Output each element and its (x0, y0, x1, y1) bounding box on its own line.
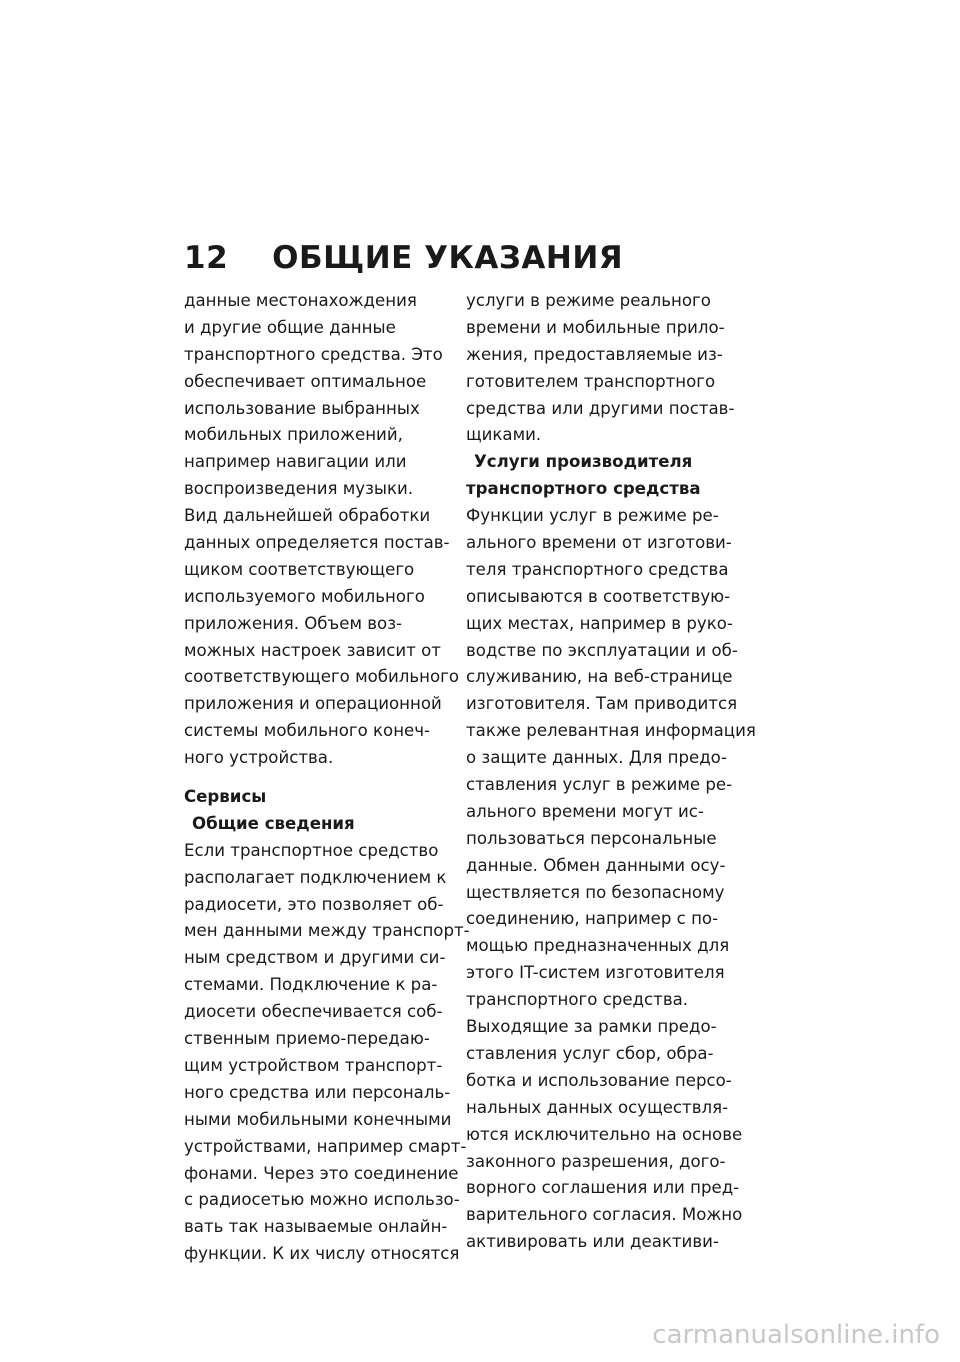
right-paragraph-1 (466, 288, 738, 449)
text-line: законного разрешения, дого‐ (466, 1151, 726, 1171)
text-line: стемами. Подключение к ра‐ (184, 975, 438, 995)
text-line: теля транспортного средства (466, 559, 729, 579)
text-line: описываются в соответствую‐ (466, 586, 731, 606)
text-line: мобильных приложений, (184, 425, 403, 445)
text-line: щиками. (466, 425, 542, 445)
text-line: системы мобильного конеч‐ (184, 721, 431, 741)
text-line: ного средства или персональ‐ (184, 1082, 451, 1102)
text-line: щиком соответствующего (184, 559, 415, 579)
text-line: ществляется по безопасному (466, 882, 725, 902)
text-line: также релевантная информация (466, 721, 756, 741)
text-line: услуги в режиме реального (466, 291, 711, 310)
spacer (184, 772, 456, 784)
text-line: мощью предназначенных для (466, 936, 730, 956)
text-line: транспортного средства. Это (184, 344, 443, 364)
text-line: Выходящие за рамки предо‐ (466, 1017, 717, 1037)
text-line: щим устройством транспорт‐ (184, 1055, 443, 1075)
text-line: ного устройства. (184, 748, 334, 768)
text-line: ботка и использование персо‐ (466, 1070, 732, 1090)
text-line: вать так называемые онлайн- (184, 1217, 448, 1237)
text-line: ставления услуг сбор, обра‐ (466, 1043, 714, 1063)
text-line: располагает подключением к (184, 867, 447, 887)
text-line: диосети обеспечивается соб‐ (184, 1002, 443, 1022)
page-title: ОБЩИЕ УКАЗАНИЯ (272, 240, 624, 276)
text-line: активировать или деактиви‐ (466, 1232, 719, 1252)
text-line: данные. Обмен данными осу‐ (466, 855, 726, 875)
text-line: средства или другими постав‐ (466, 398, 735, 418)
text-line: можных настроек зависит от (184, 640, 441, 660)
text-line: о защите данных. Для предо‐ (466, 748, 727, 768)
text-line: Функции услуг в режиме ре‐ (466, 506, 719, 526)
text-line: функции. К их числу относятся (184, 1244, 460, 1264)
text-line: транспортного средства (466, 479, 701, 499)
left-column (184, 288, 470, 1268)
text-line: например навигации или (184, 452, 407, 472)
text-line: ственным приемо-передаю‐ (184, 1029, 430, 1049)
text-line: времени и мобильные прило‐ (466, 317, 725, 337)
text-line: ставления услуг в режиме ре‐ (466, 775, 733, 795)
text-line: используемого мобильного (184, 586, 425, 606)
section-heading-services: Сервисы (184, 787, 267, 807)
text-line: и другие общие данные (184, 317, 396, 337)
text-line: готовителем транспортного (466, 371, 716, 391)
watermark: carmanualsonline.info (652, 1320, 940, 1350)
text-line: пользоваться персональные (466, 828, 717, 848)
text-line: транспортного средства. (466, 990, 689, 1010)
text-line: фонами. Через это соединение (184, 1163, 459, 1183)
right-paragraph-2 (466, 503, 756, 1256)
subheading-manufacturer-services (466, 449, 738, 503)
text-line: соответствующего мобильного (184, 667, 460, 687)
text-line: соединению, например с по‐ (466, 909, 719, 929)
subheading-general-info: Общие сведения (192, 813, 355, 833)
text-line: нальных данных осуществля‐ (466, 1097, 729, 1117)
text-line: ются исключительно на основе (466, 1124, 743, 1144)
text-line: приложения и операционной (184, 694, 442, 714)
text-line: использование выбранных (184, 398, 420, 418)
text-line: с радиосетью можно использо‐ (184, 1190, 460, 1210)
text-line: варительного согласия. Можно (466, 1205, 743, 1225)
left-paragraph-1 (184, 288, 460, 772)
text-line: Вид дальнейшей обработки (184, 506, 431, 526)
text-line: этого IT-систем изготовителя (466, 963, 725, 983)
text-line: данные местонахождения (184, 291, 417, 310)
text-line: жения, предоставляемые из‐ (466, 344, 723, 364)
text-line: ального времени могут ис‐ (466, 801, 704, 821)
text-line: служиванию, на веб-странице (466, 667, 733, 687)
text-line: приложения. Объем воз‐ (184, 613, 403, 633)
text-line: устройствами, например смарт‐ (184, 1136, 467, 1156)
right-column (466, 288, 756, 1256)
page-header (184, 240, 623, 276)
page-number: 12 (184, 240, 229, 276)
text-line: ворного соглашения или пред‐ (466, 1178, 740, 1198)
left-paragraph-2 (184, 838, 470, 1268)
text-line: воспроизведения музыки. (184, 479, 414, 499)
text-line: обеспечивает оптимальное (184, 371, 427, 391)
text-line: ального времени от изготови‐ (466, 533, 732, 553)
text-line: изготовителя. Там приводится (466, 694, 738, 714)
text-line: водстве по эксплуатации и об‐ (466, 640, 738, 660)
text-line: Услуги производителя (474, 452, 693, 472)
text-line: ными мобильными конечными (184, 1109, 452, 1129)
text-line: ным средством и другими си‐ (184, 948, 446, 968)
text-line: радиосети, это позволяет об‐ (184, 894, 444, 914)
text-line: Если транспортное средство (184, 840, 439, 860)
text-line: данных определяется постав‐ (184, 533, 450, 553)
text-line: щих местах, например в руко‐ (466, 613, 733, 633)
text-line: мен данными между транспорт‐ (184, 921, 470, 941)
